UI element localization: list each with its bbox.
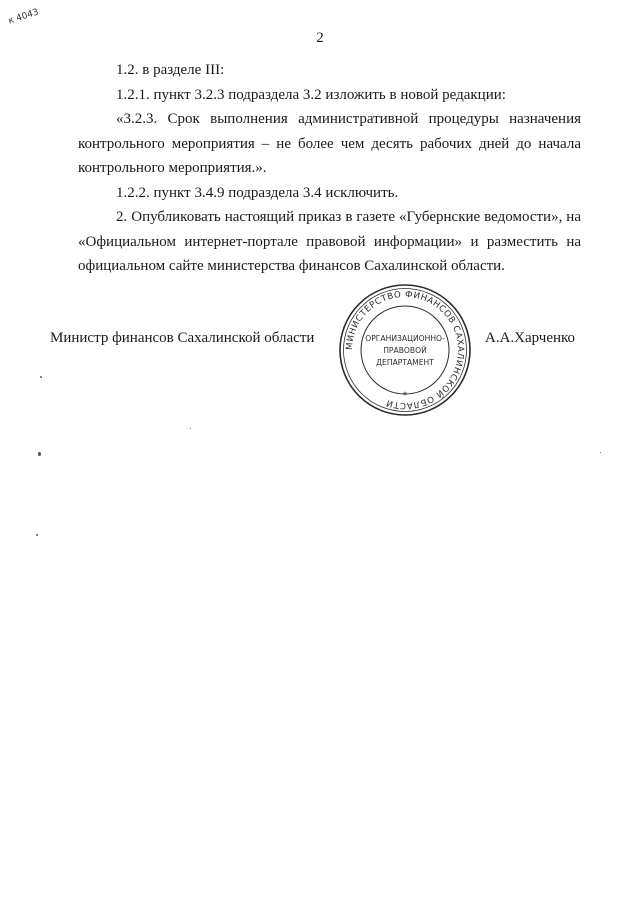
scan-speck [36,534,38,536]
official-seal [338,283,472,417]
paragraph-quoted-3-2-3: «3.2.3. Срок выполнения административной процедуры назначения контрольного мероприятия – не более чем десять рабочих дней до начала контрольного мероприятия.». [78,111,581,176]
scan-speck [38,452,41,456]
signatory-position: Министр финансов Сахалинской области [50,330,315,346]
scan-speck [40,376,42,378]
paragraph-2: 2. Опубликовать настоящий приказ в газете «Губернские ведомости», на «Официальном интернет-портале правовой информации» и разместить на официальном сайте министерства финансов Сахалинской области. [78,209,581,274]
handwritten-mark: к 4043 [7,7,40,27]
paragraph-1-2-1: 1.2.1. пункт 3.2.3 подраздела 3.2 изложить в новой редакции: [116,86,506,103]
document-body [78,58,581,279]
seal-center-line-2: ПРАВОВОЙ [383,346,427,355]
scan-speck [600,452,601,453]
scan-speck [190,428,191,429]
paragraph-1-2: 1.2. в разделе III: [116,62,225,78]
paragraph-1-2-2: 1.2.2. пункт 3.4.9 подраздела 3.4 исключить. [116,184,399,201]
seal-center-line-1: ОРГАНИЗАЦИОННО- [365,334,445,343]
seal-ring-text: МИНИСТЕРСТВО ФИНАНСОВ САХАЛИНСКОЙ ОБЛАСТИ [344,289,466,411]
svg-text:*: * [402,391,408,401]
seal-center-line-3: ДЕПАРТАМЕНТ [376,358,434,367]
page-number: 2 [316,30,324,46]
signatory-name: А.А.Харченко [485,330,576,346]
